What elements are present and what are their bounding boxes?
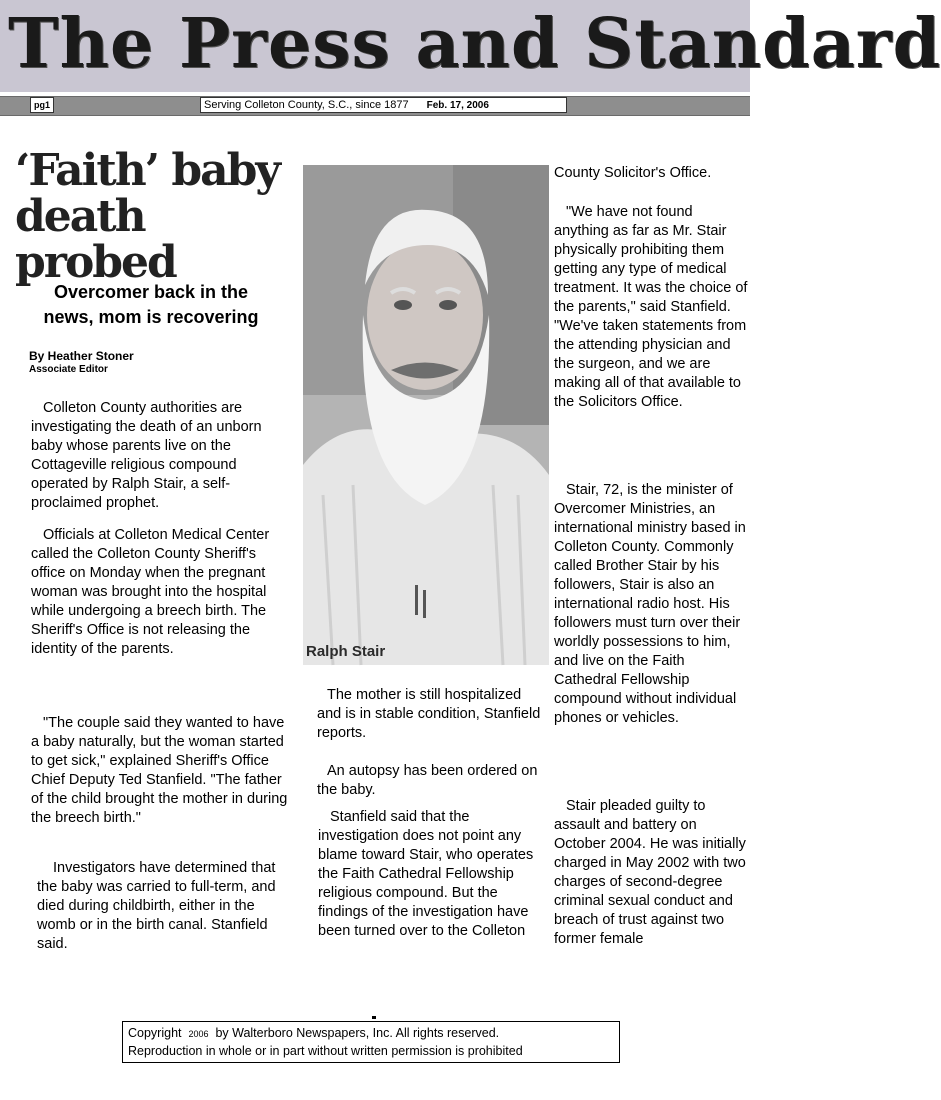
- byline-role: Associate Editor: [29, 364, 108, 375]
- paragraph: Stair pleaded guilty to assault and battery on October 2004. He was initially charged in May 2002 with two charges of second-degree criminal sexual conduct and breach of trust against two former female: [554, 798, 746, 947]
- byline: [29, 349, 134, 377]
- photo-caption: Ralph Stair: [306, 643, 386, 660]
- copyright-year: 2006: [188, 1029, 209, 1039]
- photo-ralph-stair: [303, 165, 549, 665]
- copyright-line-1: [128, 1025, 619, 1043]
- paragraph: "We have not found anything as far as Mr. Stair physically prohibiting them getting any type of medical treatment. It was the choice of the parents," said Stanfield. "We've taken statements from the attending physician and the surgeon, and we are making all of that available to the Solicitors Office.: [554, 204, 748, 410]
- portrait-image: [303, 165, 549, 665]
- subheadline: [15, 280, 287, 330]
- paragraph: An autopsy has been ordered on the baby.: [317, 763, 538, 798]
- subhead-line-2: news, mom is recovering: [43, 307, 259, 327]
- divider-dot: [372, 1016, 376, 1019]
- headline: [15, 145, 295, 288]
- subhead-line-1: Overcomer back in the: [53, 282, 249, 302]
- paragraph: Stanfield said that the investigation does not point any blame toward Stair, who operates the Faith Cathedral Fellowship religious compound. But the findings of the investigation have been turned over to the Colleton: [318, 809, 534, 939]
- page-label: pg1: [30, 97, 54, 113]
- headline-line-2: death probed: [15, 191, 176, 288]
- paragraph: Colleton County authorities are investigating the death of an unborn baby whose parents live on the Cottageville religious compound operated by Ralph Stair, a self-proclaimed prophet.: [31, 400, 262, 511]
- headline-line-1: ‘Faith’ baby: [15, 145, 279, 196]
- copyright-prefix: Copyright: [128, 1026, 182, 1040]
- paragraph: Investigators have determined that the baby was carried to full-term, and died during childbirth, either in the womb or in the birth canal. Stanfield said.: [37, 860, 276, 952]
- paragraph: Stair, 72, is the minister of Overcomer Ministries, an international ministry based in Colleton County. Commonly called Brother Stair by his followers, Stair is also an international radio host. His followers must turn over their worldly possessions to him, and live on the Faith Cathedral Fellowship compound without individual phones or vehicles.: [554, 482, 746, 726]
- serving-banner: [200, 97, 567, 113]
- newspaper-title: The Press and Standard: [8, 4, 941, 84]
- paragraph: County Solicitor's Office.: [554, 165, 712, 181]
- issue-date: Feb. 17, 2006: [426, 100, 489, 111]
- copyright-box: [122, 1021, 620, 1063]
- masthead: [0, 0, 941, 92]
- paragraph: Officials at Colleton Medical Center called the Colleton County Sheriff's office on Monday when the pregnant woman was brought into the hospital while undergoing a breech birth. The Sheriff's Office is not releasing the identity of the parents.: [31, 527, 270, 657]
- copyright-rest: by Walterboro Newspapers, Inc. All rights reserved.: [215, 1026, 500, 1040]
- copyright-line-2: Reproduction in whole or in part without written permission is prohibited: [128, 1044, 523, 1058]
- paragraph: "The couple said they wanted to have a baby naturally, but the woman started to get sick," explained Sheriff's Office Chief Deputy Ted Stanfield. "The father of the child brought the mother in during the breech birth.": [31, 715, 288, 826]
- serving-text: Serving Colleton County, S.C., since 1877: [204, 99, 409, 111]
- paragraph: The mother is still hospitalized and is in stable condition, Stanfield reports.: [317, 687, 541, 741]
- byline-author: By Heather Stoner: [29, 349, 134, 363]
